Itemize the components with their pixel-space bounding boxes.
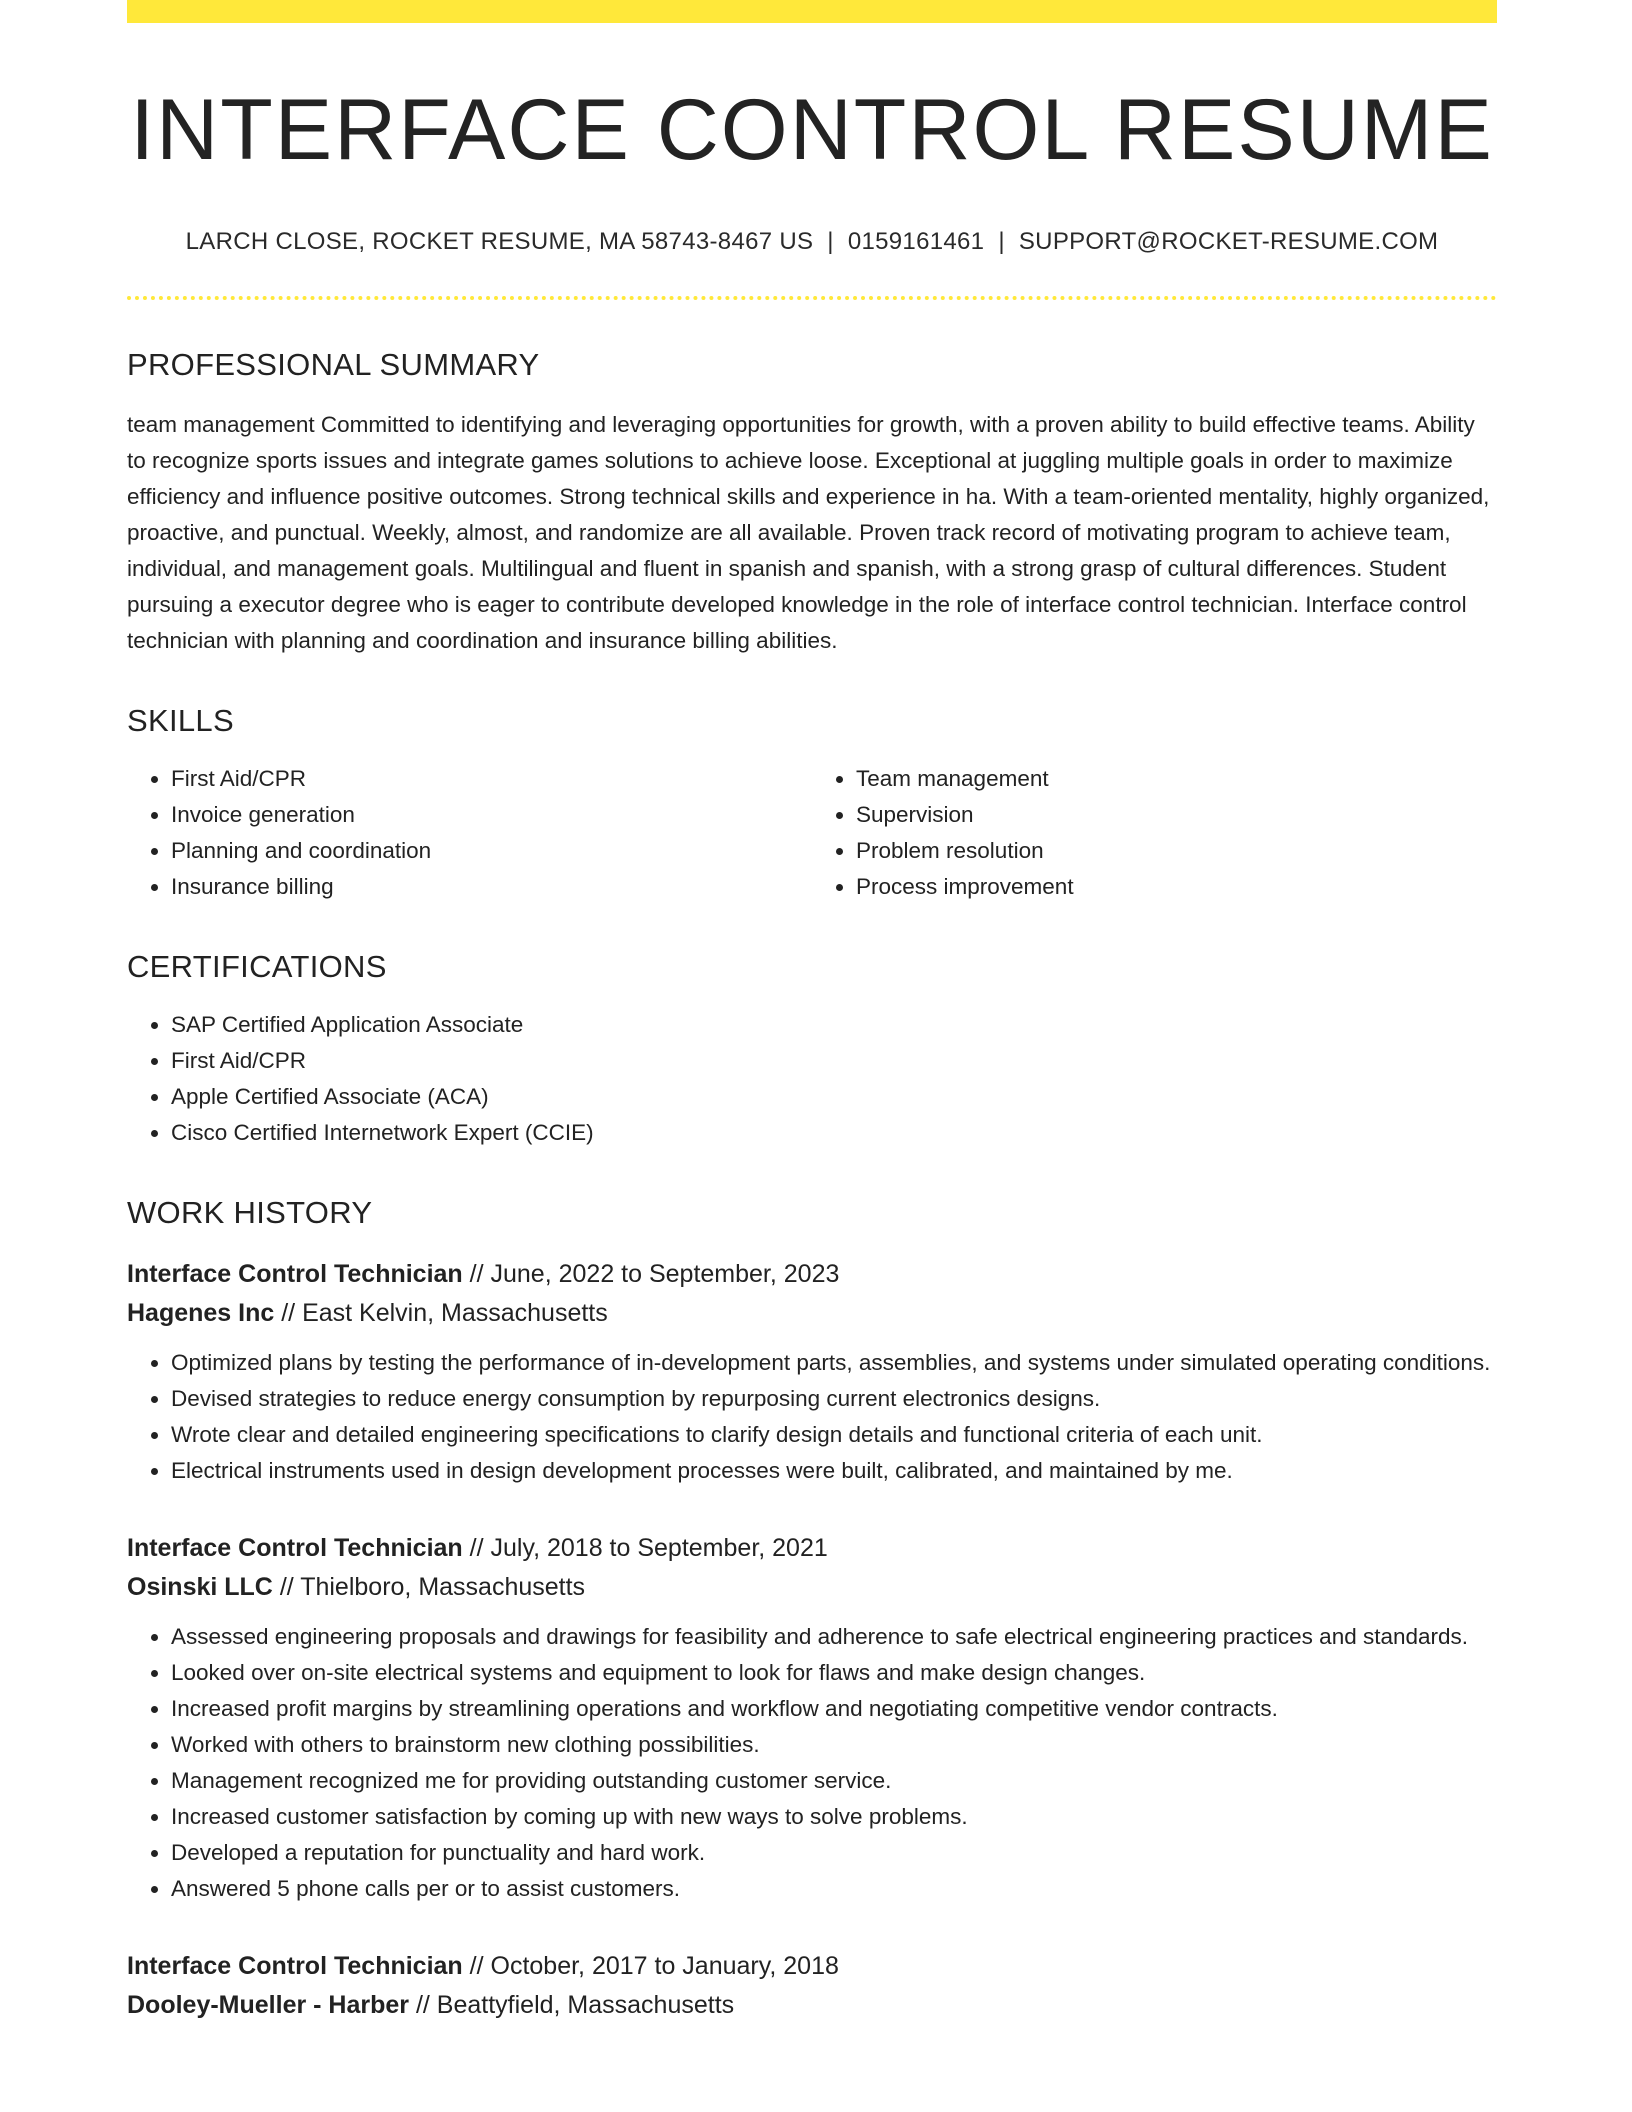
job-title: Interface Control Technician: [127, 1259, 463, 1288]
job-company-line: [127, 1986, 1497, 2025]
contact-line: [127, 228, 1497, 256]
job-bullet: • Increased profit margins by streamlining operations and workflow and negotiating competitive vendor contracts.: [171, 1691, 1497, 1727]
contact-separator: |: [827, 227, 834, 255]
job-bullet: • Optimized plans by testing the performance of in-development parts, assemblies, and systems under simulated operating conditions.: [171, 1345, 1497, 1381]
job-company-line: [127, 1568, 1497, 1607]
job-bullet: • Worked with others to brainstorm new clothing possibilities.: [171, 1727, 1497, 1763]
certifications-section: [127, 949, 1497, 1151]
skills-section: [127, 703, 1497, 905]
skill-item: • Planning and coordination: [171, 833, 812, 869]
contact-email: SUPPORT@ROCKET-RESUME.COM: [1018, 227, 1439, 255]
work-history-section: [127, 1195, 1497, 2025]
job-bullet: • Wrote clear and detailed engineering specifications to clarify design details and functional criteria of each unit.: [171, 1417, 1497, 1453]
job-bullet: • Increased customer satisfaction by coming up with new ways to solve problems.: [171, 1799, 1497, 1835]
skill-item: • Supervision: [856, 797, 1497, 833]
job-bullet: • Looked over on-site electrical systems and equipment to look for flaws and make design changes.: [171, 1655, 1497, 1691]
skill-item: • Invoice generation: [171, 797, 812, 833]
contact-address: LARCH CLOSE, ROCKET RESUME, MA 58743-8467 US: [185, 227, 814, 255]
job-entry: [127, 1529, 1497, 1907]
job-dates: // June, 2022 to September, 2023: [462, 1259, 840, 1288]
contact-phone: 0159161461: [847, 227, 985, 255]
skill-item: • Problem resolution: [856, 833, 1497, 869]
certification-item: • Cisco Certified Internetwork Expert (CCIE): [171, 1115, 1497, 1151]
skills-right-list: [812, 761, 1497, 905]
job-title-line: [127, 1255, 1497, 1294]
job-entry: [127, 1255, 1497, 1489]
job-bullet: • Electrical instruments used in design development processes were built, calibrated, and maintained by me.: [171, 1453, 1497, 1489]
skill-item: • Insurance billing: [171, 869, 812, 905]
job-bullets: [127, 1619, 1497, 1907]
job-bullet: • Devised strategies to reduce energy consumption by repurposing current electronics designs.: [171, 1381, 1497, 1417]
job-title-line: [127, 1529, 1497, 1568]
work-history-heading: WORK HISTORY: [127, 1194, 373, 1230]
skill-item: • Process improvement: [856, 869, 1497, 905]
job-dates: // October, 2017 to January, 2018: [462, 1951, 839, 1980]
accent-top-bar: [127, 0, 1497, 23]
job-entry: [127, 1947, 1497, 2025]
dotted-divider: [127, 296, 1497, 300]
job-location: // Thielboro, Massachusetts: [272, 1572, 586, 1601]
certifications-list: [127, 1007, 1497, 1151]
job-bullet: • Management recognized me for providing outstanding customer service.: [171, 1763, 1497, 1799]
job-bullets: [127, 1345, 1497, 1489]
job-bullet: • Assessed engineering proposals and drawings for feasibility and adherence to safe electrical engineering practices and standards.: [171, 1619, 1497, 1655]
job-company: Osinski LLC: [127, 1572, 273, 1601]
job-bullet: • Answered 5 phone calls per or to assist customers.: [171, 1871, 1497, 1907]
resume-content: [127, 0, 1497, 2025]
job-title: Interface Control Technician: [127, 1533, 463, 1562]
job-location: // Beattyfield, Massachusetts: [409, 1990, 735, 2019]
contact-separator: |: [998, 227, 1005, 255]
skills-columns: [127, 761, 1497, 905]
certification-item: • First Aid/CPR: [171, 1043, 1497, 1079]
skills-left-list: [127, 761, 812, 905]
skill-item: • First Aid/CPR: [171, 761, 812, 797]
certification-item: • Apple Certified Associate (ACA): [171, 1079, 1497, 1115]
job-location: // East Kelvin, Massachusetts: [274, 1298, 608, 1327]
job-company-line: [127, 1294, 1497, 1333]
certifications-heading: CERTIFICATIONS: [127, 948, 387, 984]
job-dates: // July, 2018 to September, 2021: [462, 1533, 828, 1562]
job-company: Hagenes Inc: [127, 1298, 275, 1327]
job-company: Dooley-Mueller - Harber: [127, 1990, 410, 2019]
certification-item: • SAP Certified Application Associate: [171, 1007, 1497, 1043]
summary-heading: PROFESSIONAL SUMMARY: [127, 346, 540, 382]
resume-title: INTERFACE CONTROL RESUME: [130, 82, 1494, 178]
skill-item: • Team management: [856, 761, 1497, 797]
job-title: Interface Control Technician: [127, 1951, 463, 1980]
summary-text: team management Committed to identifying and leveraging opportunities for growth, with a proven ability to build effective teams. Ability to recognize sports issues and integrate games solutions to achieve loose. Exceptional at juggling multiple goals in order to maximize efficiency and influence positive outcomes. Strong technical skills and experience in ha. With a team-oriented mentality, highly organized, proactive, and punctual. Weekly, almost, and randomize are all available. Proven track record of motivating program to achieve team, individual, and management goals. Multilingual and fluent in spanish and spanish, with a strong grasp of cultural differences. Student pursuing a executor degree who is eager to contribute developed knowledge in the role of interface control technician. Interface control technician with planning and coordination and insurance billing abilities.: [127, 411, 1490, 653]
job-bullet: • Developed a reputation for punctuality and hard work.: [171, 1835, 1497, 1871]
skills-heading: SKILLS: [127, 702, 234, 738]
job-title-line: [127, 1947, 1497, 1986]
summary-section: [127, 347, 1497, 659]
